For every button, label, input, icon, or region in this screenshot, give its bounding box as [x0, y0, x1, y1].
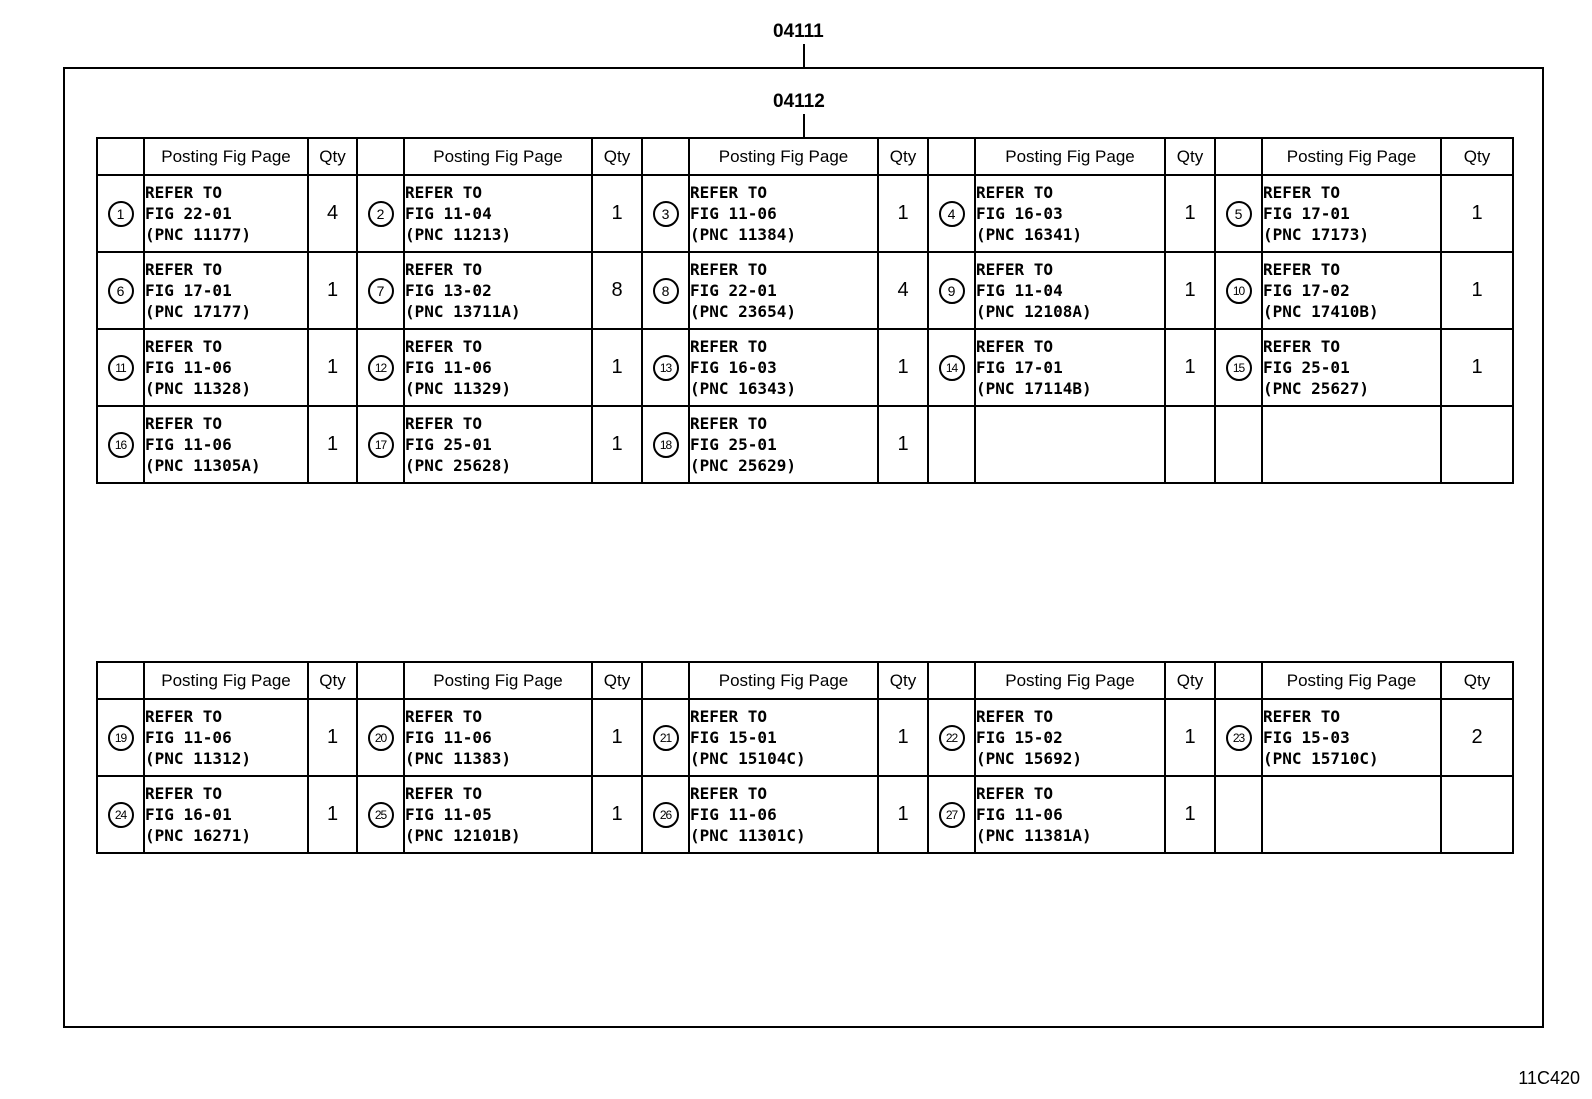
ref-number-badge: 18 — [653, 432, 679, 458]
pnc-number: (PNC 13711A) — [405, 302, 521, 321]
table-row — [97, 329, 1513, 406]
ref-number-cell — [97, 329, 144, 406]
ref-number-badge: 8 — [653, 278, 679, 304]
fig-number: FIG 16-01 — [145, 805, 232, 824]
pnc-number: (PNC 15710C) — [1263, 749, 1379, 768]
posting-ref-cell — [1262, 776, 1441, 853]
qty-cell: 1 — [592, 776, 642, 853]
fig-number: FIG 17-01 — [145, 281, 232, 300]
header-qty: Qty — [592, 662, 642, 699]
ref-number-badge: 26 — [653, 802, 679, 828]
table-row — [97, 406, 1513, 483]
header-qty: Qty — [1441, 138, 1513, 175]
fig-number: FIG 11-06 — [976, 805, 1063, 824]
ref-number-badge: 7 — [368, 278, 394, 304]
ref-number-cell — [97, 776, 144, 853]
header-qty: Qty — [1441, 662, 1513, 699]
qty-cell: 1 — [1165, 699, 1215, 776]
header-ref-blank — [642, 138, 689, 175]
refer-text: REFER TO — [145, 414, 223, 433]
posting-ref-cell — [975, 699, 1165, 776]
header-ref-blank — [1215, 662, 1262, 699]
ref-number-cell — [357, 252, 404, 329]
fig-number: FIG 22-01 — [690, 281, 777, 300]
ref-number-badge: 15 — [1226, 355, 1252, 381]
refer-text: REFER TO — [690, 260, 768, 279]
posting-ref-cell — [689, 175, 878, 252]
header-qty: Qty — [1165, 662, 1215, 699]
pnc-number: (PNC 17177) — [145, 302, 251, 321]
refer-text: REFER TO — [690, 414, 768, 433]
posting-ref-cell — [404, 252, 592, 329]
ref-number-badge: 27 — [939, 802, 965, 828]
posting-ref-cell — [404, 406, 592, 483]
posting-ref-cell — [144, 776, 308, 853]
ref-number-badge: 14 — [939, 355, 965, 381]
posting-ref-cell — [975, 776, 1165, 853]
qty-cell: 1 — [1165, 175, 1215, 252]
pnc-number: (PNC 12108A) — [976, 302, 1092, 321]
qty-cell: 1 — [308, 252, 357, 329]
ref-number-cell — [928, 776, 975, 853]
fig-number: FIG 17-02 — [1263, 281, 1350, 300]
pnc-number: (PNC 16343) — [690, 379, 796, 398]
pnc-number: (PNC 23654) — [690, 302, 796, 321]
refer-text: REFER TO — [145, 784, 223, 803]
header-qty: Qty — [1165, 138, 1215, 175]
posting-ref-cell — [1262, 329, 1441, 406]
ref-number-cell — [97, 252, 144, 329]
ref-number-cell — [1215, 699, 1262, 776]
ref-number-badge: 5 — [1226, 201, 1252, 227]
refer-text: REFER TO — [405, 260, 483, 279]
pnc-number: (PNC 25629) — [690, 456, 796, 475]
posting-ref-cell — [144, 406, 308, 483]
fig-number: FIG 15-01 — [690, 728, 777, 747]
ref-number-badge: 19 — [108, 725, 134, 751]
qty-cell: 1 — [878, 329, 928, 406]
ref-number-cell — [1215, 776, 1262, 853]
fig-number: FIG 11-06 — [690, 805, 777, 824]
qty-cell: 1 — [1441, 175, 1513, 252]
posting-ref-cell — [404, 175, 592, 252]
leader-line — [803, 44, 805, 69]
ref-number-badge: 3 — [653, 201, 679, 227]
posting-ref-cell — [1262, 252, 1441, 329]
posting-ref-cell — [1262, 699, 1441, 776]
refer-text: REFER TO — [1263, 260, 1341, 279]
qty-cell: 1 — [592, 406, 642, 483]
header-posting: Posting Fig Page — [975, 662, 1165, 699]
ref-number-cell — [928, 175, 975, 252]
refer-text: REFER TO — [690, 337, 768, 356]
refer-text: REFER TO — [690, 707, 768, 726]
header-qty: Qty — [878, 138, 928, 175]
ref-number-badge: 11 — [108, 355, 134, 381]
posting-ref-cell — [144, 252, 308, 329]
qty-cell: 4 — [308, 175, 357, 252]
ref-number-cell — [642, 175, 689, 252]
table-row — [97, 252, 1513, 329]
posting-ref-cell — [975, 406, 1165, 483]
ref-number-cell — [928, 252, 975, 329]
qty-cell: 4 — [878, 252, 928, 329]
posting-ref-cell — [689, 252, 878, 329]
header-ref-blank — [642, 662, 689, 699]
posting-ref-cell — [404, 776, 592, 853]
qty-cell — [1441, 776, 1513, 853]
pnc-number: (PNC 11177) — [145, 225, 251, 244]
ref-number-cell — [357, 175, 404, 252]
refer-text: REFER TO — [145, 707, 223, 726]
qty-cell: 2 — [1441, 699, 1513, 776]
posting-ref-cell — [1262, 175, 1441, 252]
ref-number-badge: 4 — [939, 201, 965, 227]
header-qty: Qty — [308, 662, 357, 699]
posting-ref-cell — [1262, 406, 1441, 483]
ref-number-badge: 23 — [1226, 725, 1252, 751]
ref-number-badge: 24 — [108, 802, 134, 828]
header-ref-blank — [928, 138, 975, 175]
fig-number: FIG 15-02 — [976, 728, 1063, 747]
posting-ref-cell — [144, 329, 308, 406]
table-row — [97, 776, 1513, 853]
ref-number-cell — [928, 329, 975, 406]
ref-number-cell — [642, 252, 689, 329]
fig-number: FIG 25-01 — [405, 435, 492, 454]
fig-number: FIG 22-01 — [145, 204, 232, 223]
pnc-number: (PNC 11312) — [145, 749, 251, 768]
qty-cell — [1441, 406, 1513, 483]
header-ref-blank — [357, 138, 404, 175]
leader-line — [803, 114, 805, 138]
ref-number-cell — [1215, 329, 1262, 406]
qty-cell: 1 — [878, 776, 928, 853]
fig-number: FIG 11-04 — [405, 204, 492, 223]
pnc-number: (PNC 11328) — [145, 379, 251, 398]
pnc-number: (PNC 11329) — [405, 379, 511, 398]
ref-number-cell — [642, 406, 689, 483]
refer-text: REFER TO — [976, 183, 1054, 202]
refer-text: REFER TO — [976, 707, 1054, 726]
ref-number-badge: 13 — [653, 355, 679, 381]
refer-text: REFER TO — [976, 337, 1054, 356]
posting-ref-cell — [404, 329, 592, 406]
pnc-number: (PNC 25627) — [1263, 379, 1369, 398]
refer-text: REFER TO — [690, 183, 768, 202]
qty-cell: 1 — [592, 699, 642, 776]
fig-number: FIG 11-06 — [405, 358, 492, 377]
ref-number-badge: 12 — [368, 355, 394, 381]
ref-number-cell — [357, 406, 404, 483]
fig-number: FIG 11-06 — [690, 204, 777, 223]
qty-cell: 1 — [1441, 252, 1513, 329]
refer-text: REFER TO — [405, 183, 483, 202]
refer-text: REFER TO — [145, 260, 223, 279]
fig-number: FIG 11-04 — [976, 281, 1063, 300]
posting-ref-cell — [689, 699, 878, 776]
ref-number-cell — [97, 699, 144, 776]
qty-cell: 1 — [592, 329, 642, 406]
ref-number-badge: 22 — [939, 725, 965, 751]
posting-ref-cell — [975, 252, 1165, 329]
header-qty: Qty — [308, 138, 357, 175]
header-ref-blank — [1215, 138, 1262, 175]
refer-text: REFER TO — [405, 784, 483, 803]
pnc-number: (PNC 15104C) — [690, 749, 806, 768]
fig-number: FIG 17-01 — [1263, 204, 1350, 223]
fig-number: FIG 16-03 — [976, 204, 1063, 223]
refer-text: REFER TO — [976, 260, 1054, 279]
refer-text: REFER TO — [405, 414, 483, 433]
header-ref-blank — [97, 138, 144, 175]
header-ref-blank — [357, 662, 404, 699]
ref-number-cell — [357, 776, 404, 853]
header-posting: Posting Fig Page — [1262, 662, 1441, 699]
header-row — [97, 662, 1513, 699]
posting-ref-cell — [975, 175, 1165, 252]
ref-number-cell — [642, 776, 689, 853]
refer-text: REFER TO — [405, 707, 483, 726]
header-posting: Posting Fig Page — [689, 138, 878, 175]
pnc-number: (PNC 12101B) — [405, 826, 521, 845]
pnc-number: (PNC 15692) — [976, 749, 1082, 768]
fig-number: FIG 15-03 — [1263, 728, 1350, 747]
fig-number: FIG 11-06 — [145, 728, 232, 747]
pnc-number: (PNC 11381A) — [976, 826, 1092, 845]
qty-cell: 1 — [308, 699, 357, 776]
refer-text: REFER TO — [1263, 183, 1341, 202]
fig-number: FIG 11-06 — [405, 728, 492, 747]
ref-number-badge: 17 — [368, 432, 394, 458]
qty-cell: 1 — [878, 406, 928, 483]
qty-cell — [1165, 406, 1215, 483]
refer-text: REFER TO — [145, 337, 223, 356]
qty-cell: 1 — [592, 175, 642, 252]
posting-ref-cell — [689, 776, 878, 853]
pnc-number: (PNC 11213) — [405, 225, 511, 244]
header-ref-blank — [97, 662, 144, 699]
refer-text: REFER TO — [405, 337, 483, 356]
qty-cell: 8 — [592, 252, 642, 329]
qty-cell: 1 — [308, 329, 357, 406]
ref-number-cell — [928, 406, 975, 483]
ref-number-cell — [97, 406, 144, 483]
posting-ref-cell — [404, 699, 592, 776]
header-posting: Posting Fig Page — [404, 138, 592, 175]
ref-number-cell — [1215, 175, 1262, 252]
header-posting: Posting Fig Page — [144, 662, 308, 699]
fig-number: FIG 25-01 — [690, 435, 777, 454]
qty-cell: 1 — [308, 776, 357, 853]
qty-cell: 1 — [1441, 329, 1513, 406]
pnc-number: (PNC 17173) — [1263, 225, 1369, 244]
ref-number-cell — [97, 175, 144, 252]
ref-number-cell — [357, 329, 404, 406]
refer-text: REFER TO — [145, 183, 223, 202]
header-posting: Posting Fig Page — [689, 662, 878, 699]
pnc-number: (PNC 17410B) — [1263, 302, 1379, 321]
header-posting: Posting Fig Page — [404, 662, 592, 699]
pnc-number: (PNC 11383) — [405, 749, 511, 768]
pnc-number: (PNC 25628) — [405, 456, 511, 475]
fig-number: FIG 25-01 — [1263, 358, 1350, 377]
ref-number-cell — [642, 699, 689, 776]
parts-table-upper — [96, 137, 1514, 484]
qty-cell: 1 — [878, 175, 928, 252]
posting-ref-cell — [689, 329, 878, 406]
fig-number: FIG 17-01 — [976, 358, 1063, 377]
fig-number: FIG 11-06 — [145, 435, 232, 454]
ref-number-badge: 16 — [108, 432, 134, 458]
header-qty: Qty — [878, 662, 928, 699]
ref-number-badge: 2 — [368, 201, 394, 227]
ref-number-badge: 6 — [108, 278, 134, 304]
ref-number-cell — [1215, 252, 1262, 329]
qty-cell: 1 — [878, 699, 928, 776]
header-posting: Posting Fig Page — [975, 138, 1165, 175]
pnc-number: (PNC 11384) — [690, 225, 796, 244]
fig-number: FIG 11-06 — [145, 358, 232, 377]
qty-cell: 1 — [1165, 252, 1215, 329]
qty-cell: 1 — [1165, 776, 1215, 853]
table-row — [97, 175, 1513, 252]
parts-table-lower — [96, 661, 1514, 854]
header-posting: Posting Fig Page — [144, 138, 308, 175]
posting-ref-cell — [144, 175, 308, 252]
refer-text: REFER TO — [1263, 707, 1341, 726]
ref-number-badge: 25 — [368, 802, 394, 828]
qty-cell: 1 — [1165, 329, 1215, 406]
fig-number: FIG 11-05 — [405, 805, 492, 824]
ref-number-badge: 21 — [653, 725, 679, 751]
posting-ref-cell — [144, 699, 308, 776]
ref-number-badge: 1 — [108, 201, 134, 227]
ref-number-badge: 20 — [368, 725, 394, 751]
posting-ref-cell — [975, 329, 1165, 406]
refer-text: REFER TO — [690, 784, 768, 803]
assembly-label-04111: 04111 — [773, 21, 824, 42]
ref-number-cell — [642, 329, 689, 406]
ref-number-badge: 9 — [939, 278, 965, 304]
ref-number-cell — [928, 699, 975, 776]
pnc-number: (PNC 16341) — [976, 225, 1082, 244]
ref-number-cell — [1215, 406, 1262, 483]
pnc-number: (PNC 17114B) — [976, 379, 1092, 398]
posting-ref-cell — [689, 406, 878, 483]
header-qty: Qty — [592, 138, 642, 175]
fig-number: FIG 16-03 — [690, 358, 777, 377]
refer-text: REFER TO — [976, 784, 1054, 803]
fig-number: FIG 13-02 — [405, 281, 492, 300]
header-ref-blank — [928, 662, 975, 699]
figure-code: 11C420 — [1518, 1068, 1580, 1088]
assembly-label-04112: 04112 — [773, 91, 825, 112]
pnc-number: (PNC 11301C) — [690, 826, 806, 845]
pnc-number: (PNC 16271) — [145, 826, 251, 845]
pnc-number: (PNC 11305A) — [145, 456, 261, 475]
refer-text: REFER TO — [1263, 337, 1341, 356]
ref-number-badge: 10 — [1226, 278, 1252, 304]
header-posting: Posting Fig Page — [1262, 138, 1441, 175]
qty-cell: 1 — [308, 406, 357, 483]
ref-number-cell — [357, 699, 404, 776]
header-row — [97, 138, 1513, 175]
table-row — [97, 699, 1513, 776]
